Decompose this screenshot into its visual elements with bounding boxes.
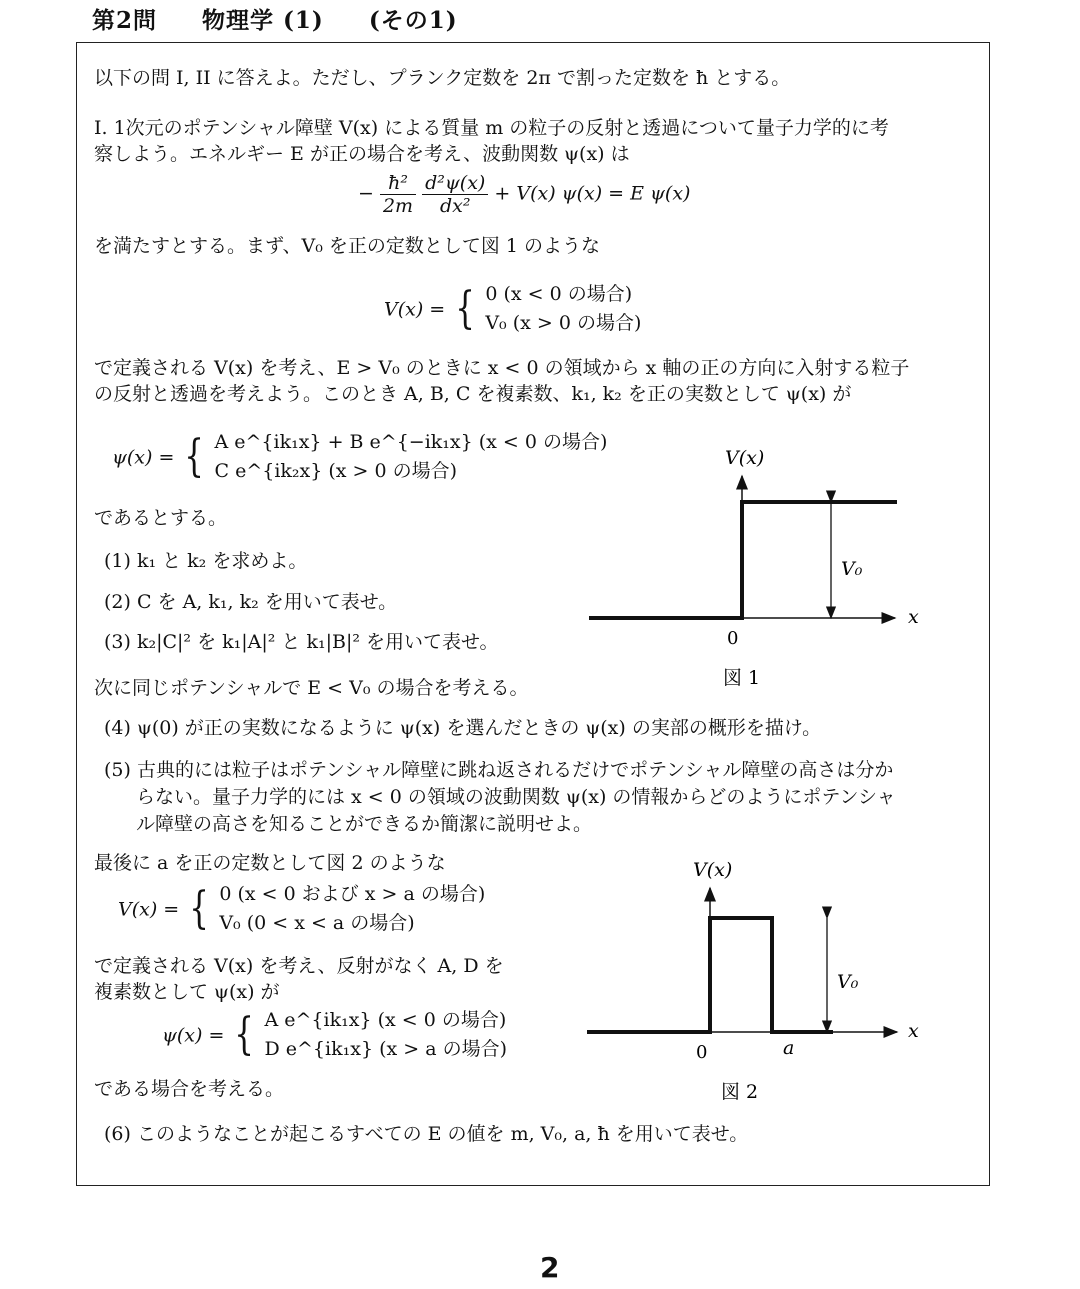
part-label: (その1) [368, 7, 458, 34]
subject-title: 物理学 (1) [202, 7, 324, 34]
eq-rest: + V(x) ψ(x) = E ψ(x) [494, 182, 691, 205]
v2-row2: V₀ (0 < x < a の場合) [219, 912, 415, 935]
part1-para8: である場合を考える。 [94, 1078, 285, 1100]
part1-para1-line2: 察しよう。エネルギー E が正の場合を考え、波動関数 ψ(x) は [94, 143, 630, 165]
figure-2 [575, 852, 935, 1112]
eq-den1: 2m [382, 195, 414, 217]
question-5-line1: (5) 古典的には粒子はポテンシャル障壁に跳ね返されるだけでポテンシャル障壁の高さは分か [104, 759, 894, 781]
figure-1 [575, 440, 935, 695]
page-number: 2 [540, 1251, 560, 1284]
v1-row2: V₀ (x > 0 の場合) [485, 312, 642, 335]
part1-para3-line2: の反射と透過を考えよう。このとき A, B, C を複素数、k₁, k₂ を正の実数として ψ(x) が [94, 383, 852, 405]
part1-para7-line1: で定義される V(x) を考え、反射がなく A, D を [94, 955, 504, 977]
fig2-potential-curve [587, 918, 833, 1032]
part1-para7-line2: 複素数として ψ(x) が [94, 981, 280, 1003]
problem-number: 第2問 [92, 7, 158, 34]
question-1: (1) k₁ と k₂ を求めよ。 [104, 550, 308, 572]
potential-barrier-equation: V(x) = { 0 (x < 0 および x > a の場合) V₀ (0 < x < a の場合) [118, 880, 485, 939]
question-5-line3: ル障壁の高さを知ることができるか簡潔に説明せよ。 [136, 813, 593, 835]
fig1-caption: 図 1 [723, 667, 761, 689]
v1-lhs: V(x) = [384, 298, 446, 321]
psi1-row1: A e^{ik₁x} + B e^{−ik₁x} (x < 0 の場合) [214, 431, 608, 453]
page-header [92, 2, 494, 35]
fig2-xlabel: x [908, 1020, 919, 1042]
wavefunction-step-equation: ψ(x) = { A e^{ik₁x} + B e^{−ik₁x} (x < 0 の場合) C e^{ik₂x} (x > 0 の場合) [112, 428, 607, 487]
fig1-ylabel: V(x) [725, 447, 765, 469]
fig2-origin: 0 [696, 1042, 708, 1063]
fig1-height-label: V₀ [841, 558, 863, 580]
fig2-height-label: V₀ [837, 971, 859, 993]
question-3: (3) k₂|C|² を k₁|A|² と k₁|B|² を用いて表せ。 [104, 631, 499, 653]
question-6: (6) このようなことが起こるすべての E の値を m, V₀, a, ħ を用いて表せ。 [104, 1123, 749, 1145]
fig2-width-label: a [783, 1037, 795, 1059]
question-2: (2) C を A, k₁, k₂ を用いて表せ。 [104, 591, 398, 613]
part1-para5: 次に同じポテンシャルで E < V₀ の場合を考える。 [94, 677, 529, 699]
fig2-caption: 図 2 [721, 1081, 759, 1103]
part1-para1-line1: I. 1次元のポテンシャル障壁 V(x) による質量 m の粒子の反射と透過について量子力学的に考 [94, 117, 889, 139]
v1-row1: 0 (x < 0 の場合) [485, 283, 633, 305]
fig1-origin: 0 [727, 628, 739, 649]
part1-para4: であるとする。 [94, 507, 228, 529]
eq-num2: d²ψ(x) [422, 172, 488, 195]
psi2-lhs: ψ(x) = [162, 1024, 225, 1047]
psi1-lhs: ψ(x) = [112, 446, 175, 469]
question-4: (4) ψ(0) が正の実数になるように ψ(x) を選んだときの ψ(x) の実部の概形を描け。 [104, 717, 822, 739]
psi1-row2: C e^{ik₂x} (x > 0 の場合) [214, 460, 458, 483]
v2-row1: 0 (x < 0 および x > a の場合) [219, 883, 486, 905]
schrodinger-equation: − $\frac{\text{ħ²}}{2m}$ $\frac{\text{d²ψ(x)}}{\text{dx²}}$ + V(x) ψ(x) = E ψ(x) [358, 172, 691, 217]
potential-step-equation: V(x) = { 0 (x < 0 の場合) V₀ (x > 0 の場合) [384, 280, 641, 339]
eq-den2: dx² [439, 195, 471, 217]
part1-para6: 最後に a を正の定数として図 2 のような [94, 852, 446, 874]
fig2-ylabel: V(x) [693, 859, 733, 881]
psi2-row1: A e^{ik₁x} (x < 0 の場合) [264, 1009, 507, 1031]
part1-para2: を満たすとする。まず、V₀ を正の定数として図 1 のような [94, 235, 601, 257]
psi2-row2: D e^{ik₁x} (x > a の場合) [264, 1038, 507, 1061]
fig1-xlabel: x [908, 606, 919, 628]
v2-lhs: V(x) = [118, 898, 180, 921]
wavefunction-barrier-equation: ψ(x) = { A e^{ik₁x} (x < 0 の場合) D e^{ik₁x} (x > a の場合) [162, 1006, 507, 1065]
part1-para3-line1: で定義される V(x) を考え、E > V₀ のときに x < 0 の領域から x 軸の正の方向に入射する粒子 [94, 357, 910, 379]
eq-num1: ħ² [380, 172, 416, 195]
question-5-line2: らない。量子力学的には x < 0 の領域の波動関数 ψ(x) の情報からどのようにポテンシャ [136, 786, 896, 808]
intro-text: 以下の問 I, II に答えよ。ただし、プランク定数を 2π で割った定数を ħ とする。 [94, 67, 791, 89]
